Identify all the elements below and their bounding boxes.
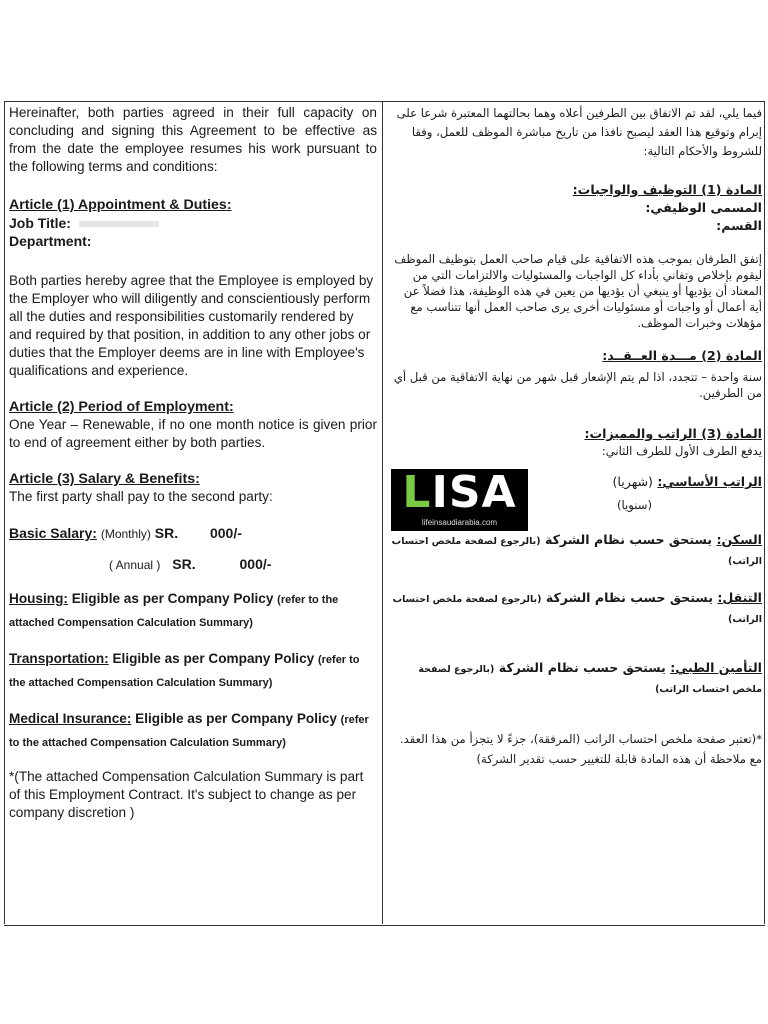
en-article-2-title: Article (2) Period of Employment: [9, 399, 234, 415]
en-job-title-label: Job Title: [9, 214, 377, 232]
en-article-1-title: Article (1) Appointment & Duties: [9, 197, 232, 213]
ar-article-3-body: يدفع الطرف الأول للطرف الثاني: [601, 444, 762, 458]
en-article-3-title: Article (3) Salary & Benefits: [9, 471, 200, 487]
ar-article-2-body: سنة واحدة – تتجدد، اذا لم يتم الإشعار قبل شهر من نهاية الاتفاقية من قبل أي من الطرفين. [393, 370, 762, 400]
ar-article-2-title: المادة (2) مـــدة العــقــد: [602, 348, 762, 363]
lisa-logo-subtitle: lifeinsaudiarabia.com [421, 518, 498, 527]
lisa-logo-text: LISA [402, 467, 517, 518]
redacted-job-title [79, 221, 159, 227]
ar-article-1-body: إتفق الطرفان بموجب هذه الاتفاقية على قيام صاحب العمل بتوظيف الموظف ليقوم بإخلاص وتفاني بأداء كل الواجبات والمسئوليات والالتزامات التي من المعتاد أن يؤديها أو ينبغي أن يؤديها من يعين في هذه الوظيفة، هذا فضلاً عن أية أعمال أو واجبات أو مسئوليات أخرى يرى صاحب العمل أنها تتناسب مع مؤهلات وخبرات الموظف. [394, 252, 762, 330]
en-article-3-body: The first party shall pay to the second party: [9, 489, 273, 504]
en-basic-salary-row: Basic Salary: (Monthly) SR. 000/- [9, 525, 242, 541]
column-divider [382, 101, 383, 924]
ar-transport-row: التنقل: يستحق حسب نظام الشركة (بالرجوع لصفحة ملخص احتساب الراتب) [392, 590, 762, 625]
en-article-2-body: One Year – Renewable, if no one month notice is given prior to end of agreement either by both parties. [9, 417, 377, 450]
ar-intro: فيما يلي، لقد تم الاتفاق بين الطرفين أعلاه وهما بحالتهما المعتبرة شرعا على إبرام وتوقيع هذا العقد ليصبح نافذا من تاريخ مباشرة الموظف للعمل، وفقا للشروط والأحكام التالية: [396, 106, 762, 158]
ar-job-title-label: المسمى الوظيفي: [645, 200, 762, 215]
ar-basic-salary-row: الراتب الأساسي: (شهريا) [612, 474, 762, 489]
lisa-logo-initial: L [402, 467, 432, 518]
ar-article-3-title: المادة (3) الراتب والمميزات: [584, 426, 762, 441]
en-footnote: *(The attached Compensation Calculation Summary is part of this Employment Contract. It's subject to change as per company discretion ) [9, 769, 364, 820]
right-border [764, 101, 765, 924]
en-intro: Hereinafter, both parties agreed in their full capacity on concluding and signing this Agreement to be effective as from the date the employee resumes his work pursuant to the following terms and conditions: [9, 105, 377, 174]
english-column [9, 104, 377, 822]
ar-department-label: القسم: [716, 218, 762, 233]
lisa-logo [391, 469, 528, 531]
ar-medical-row: التأمين الطبي: يستحق حسب نظام الشركة (بالرجوع لصفحة ملخص احتساب الراتب) [418, 660, 762, 695]
ar-annual-salary-row: (سنويا) [616, 498, 652, 512]
en-transport-row: Transportation: Eligible as per Company Policy (refer to the attached Compensation Calculation Summary) [9, 651, 360, 689]
en-department-label: Department: [9, 233, 92, 249]
ar-housing-row: السكن: يستحق حسب نظام الشركة (بالرجوع لصفحة ملخص احتساب الراتب) [391, 532, 762, 567]
en-annual-salary-row: ( Annual ) SR. 000/- [109, 556, 272, 572]
ar-article-1-title: المادة (1) التوظيف والواجبات: [572, 182, 762, 197]
arabic-column [390, 104, 762, 769]
en-article-1-body: Both parties hereby agree that the Employee is employed by the Employer who will diligently and conscientiously perform all the duties and responsibilities customarily rendered by and required by that position, in addition to any other jobs or duties that the Employer deems are in line with Employee's qualifications and experience. [9, 273, 374, 378]
en-housing-row: Housing: Eligible as per Company Policy (refer to the attached Compensation Calculation Summary) [9, 591, 339, 629]
en-medical-row: Medical Insurance: Eligible as per Company Policy (refer to the attached Compensation Calculation Summary) [9, 711, 369, 749]
left-border [4, 101, 5, 924]
ar-footnote: *(تعتبر صفحة ملخص احتساب الراتب (المرفقة)، جزءً لا يتجزأ من هذا العقد. مع ملاحظة أن هذه المادة قابلة للتغيير حسب تقدير الشركة) [399, 732, 762, 766]
